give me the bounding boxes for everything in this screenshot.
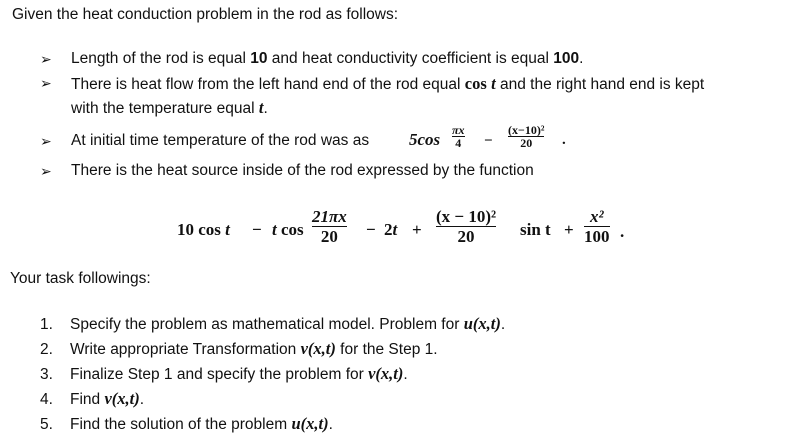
b3-coef: 5 [409, 130, 418, 149]
task-item [40, 389, 144, 409]
bullet-heat-flow-line2 [71, 98, 268, 118]
sf-t1-coef: 10 [177, 220, 194, 239]
arrow-right-bullet-icon: ➢ [40, 133, 52, 149]
sf-op1: − [252, 220, 262, 239]
sf-f1-den: 20 [320, 227, 338, 246]
sf-end: . [620, 222, 625, 241]
b3-f2-num: (x−10)² [508, 123, 545, 137]
sf-t2-var: t [272, 220, 277, 239]
task-end: . [139, 391, 145, 408]
task-heading: Your task followings: [10, 270, 151, 287]
task-item [40, 364, 408, 384]
task-end: . [403, 366, 408, 383]
task-item [40, 339, 438, 359]
sf-f1-num: 21πx [312, 207, 347, 226]
sf-f2-den: 20 [457, 227, 475, 246]
b2-post: and the right hand end is kept [495, 76, 705, 93]
rod-length-value: 10 [250, 50, 268, 67]
task-number: 1. [40, 316, 53, 333]
sf-term1 [177, 220, 230, 240]
b2-pre: There is heat flow from the left hand end of the rod equal [71, 76, 465, 93]
task-text: Find the solution of the problem [70, 416, 292, 433]
task-math: v(x,t) [104, 389, 140, 408]
b3-fraction-x10-20 [508, 124, 544, 149]
task-math: u(x,t) [291, 414, 329, 433]
b3-f2-den: 20 [520, 136, 533, 150]
task-math: v(x,t) [300, 339, 336, 358]
b3-fraction-pix-4 [452, 124, 465, 149]
sf-fraction-x10-20 [436, 207, 496, 246]
task-text: Write appropriate Transformation [70, 341, 301, 358]
b2-line2-pre: with the temperature equal [71, 100, 259, 117]
b1-end: . [579, 50, 584, 67]
bullet-heat-source: There is the heat source inside of the rod expressed by the function [71, 162, 534, 179]
arrow-right-bullet-icon: ➢ [40, 51, 52, 67]
task-text: Specify the problem as mathematical model. Problem for [70, 316, 464, 333]
sf-fraction-x2-100 [584, 207, 610, 246]
b2-var: t [491, 74, 496, 93]
arrow-right-bullet-icon: ➢ [40, 163, 52, 179]
sf-op3: + [412, 220, 422, 239]
task-math: u(x,t) [463, 314, 501, 333]
b1-mid: and heat conductivity coefficient is equal [267, 50, 554, 67]
b3-cos: cos [417, 130, 441, 149]
b1-pre: Length of the rod is equal [71, 50, 251, 67]
task-text: Finalize Step 1 and specify the problem for [70, 366, 369, 383]
task-number: 4. [40, 391, 53, 408]
b2-line2-var: t [258, 98, 264, 117]
task-item [40, 314, 505, 334]
sf-f2-num: (x − 10)² [436, 207, 497, 226]
sf-f3-num: x² [589, 207, 604, 226]
task-math: v(x,t) [368, 364, 404, 383]
sf-f3-den: 100 [584, 227, 610, 246]
task-item [40, 414, 333, 434]
b3-f1-den: 4 [455, 136, 462, 150]
bullet-initial-temp: At initial time temperature of the rod was as [71, 132, 370, 149]
b2-line2-end: . [263, 100, 268, 117]
sf-op2: − [366, 220, 376, 239]
sf-term3 [384, 220, 397, 240]
b3-coef-cos [409, 130, 440, 150]
bullet-rod-length [71, 50, 583, 68]
b3-f1-num: πx [452, 123, 465, 137]
task-number: 5. [40, 416, 53, 433]
b2-cos: cos [464, 74, 487, 93]
arrow-right-bullet-icon: ➢ [40, 75, 52, 91]
sf-term4: sin t [520, 220, 551, 239]
task-text: Find [70, 391, 105, 408]
task-number: 3. [40, 366, 53, 383]
intro-text: Given the heat conduction problem in the rod as follows: [12, 6, 399, 23]
task-number: 2. [40, 341, 53, 358]
task-end: . [328, 416, 333, 433]
b3-end: . [562, 132, 566, 148]
sf-term2 [272, 220, 304, 240]
sf-t3-coef: 2 [384, 220, 393, 239]
sf-t2-fn: cos [280, 220, 304, 239]
b3-minus: − [484, 133, 493, 149]
task-end: for the Step 1. [335, 341, 438, 358]
task-end: . [500, 316, 506, 333]
sf-op4: + [564, 220, 574, 239]
sf-t1-var: t [225, 220, 230, 239]
conductivity-value: 100 [553, 50, 580, 67]
sf-t3-var: t [392, 220, 398, 239]
sf-t1-fn: cos [198, 220, 221, 239]
bullet-heat-flow [71, 74, 704, 94]
sf-fraction-21pix-20 [312, 207, 347, 246]
